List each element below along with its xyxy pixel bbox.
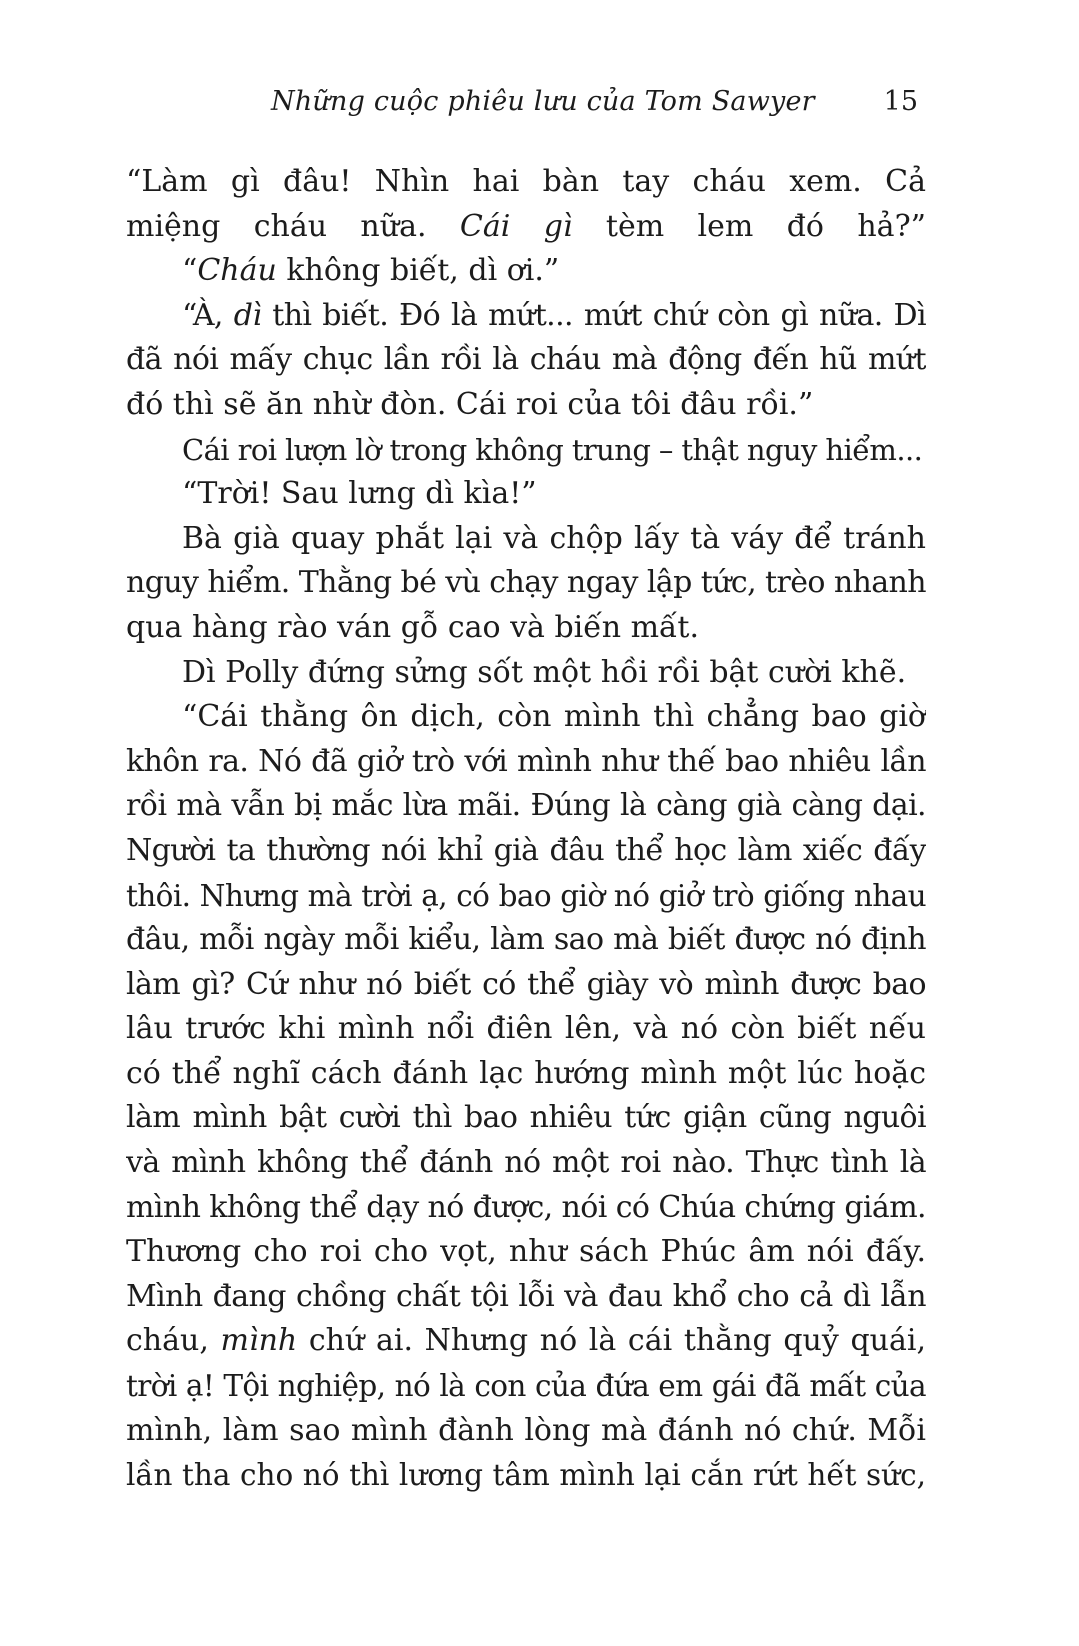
text-line [126,1319,926,1364]
text-line [126,1230,926,1275]
italic-run: dì [233,297,262,333]
text-run: đã nói mấy chục lần rồi là cháu mà động đến hũ mứt [126,342,926,378]
text-line [126,1052,926,1097]
text-run: lâu trước khi mình nổi điên lên, và nó còn biết nếu [126,1011,926,1047]
text-line [126,740,926,785]
text-line [126,205,926,250]
text-line [126,338,926,383]
text-run: khôn ra. Nó đã giở trò với mình như thế bao nhiêu lần [126,743,926,779]
text-run: chứ ai. Nhưng nó là cái thằng quỷ quái, [297,1323,926,1359]
text-run: không biết, dì ơi.” [276,253,560,289]
body-text [126,160,926,1498]
text-run: Bà già quay phắt lại và chộp lấy tà váy để tránh [182,520,926,556]
text-run: Mình đang chồng chất tội lỗi và đau khổ cho cả dì lẫn [126,1278,926,1314]
text-line [126,695,926,740]
text-run: “ [182,253,198,289]
text-run: Thương cho roi cho vọt, như sách Phúc âm nói đấy. [126,1234,926,1270]
text-line [126,1364,926,1409]
text-run: miệng cháu nữa. [126,208,460,244]
text-line [126,874,926,919]
text-run: “Trời! Sau lưng dì kìa!” [182,476,537,512]
text-line [126,1141,926,1186]
text-line [126,294,926,339]
text-run: Cái roi lượn lờ trong không trung – thật nguy hiểm... [182,432,923,467]
text-run: làm mình bật cười thì bao nhiêu tức giận cũng nguôi [126,1100,926,1136]
text-line [126,963,926,1008]
text-run: đâu, mỗi ngày mỗi kiểu, làm sao mà biết được nó định [126,922,926,958]
text-run: “À, [182,297,234,333]
text-run: “Cái thằng ôn dịch, còn mình thì chẳng bao giờ [182,699,926,735]
text-run: mình, làm sao mình đành lòng mà đánh nó chứ. Mỗi [126,1412,926,1448]
text-run: “Làm gì đâu! Nhìn hai bàn tay cháu xem. Cả [126,164,926,199]
text-run: tèm lem đó hả?” [572,208,926,244]
text-line [126,1007,926,1052]
text-line [126,1096,926,1141]
text-run: Người ta thường nói khỉ già đâu thể học làm xiếc đấy [126,832,926,868]
italic-run: Cái gì [459,208,573,244]
text-run: đó thì sẽ ăn nhừ đòn. Cái roi của tôi đâu rồi.” [126,386,814,422]
text-line [126,428,926,473]
italic-run: mình [220,1323,298,1359]
text-line [126,383,926,428]
text-run: thì biết. Đó là mứt... mứt chứ còn gì nữa. Dì [261,297,926,333]
text-line [126,918,926,963]
text-run: có thể nghĩ cách đánh lạc hướng mình một lúc hoặc [126,1055,926,1091]
page-number: 15 [883,86,918,117]
text-run: và mình không thể đánh nó một roi nào. Thực tình là [126,1145,926,1181]
text-run: thôi. Nhưng mà trời ạ, có bao giờ nó giở trò giống nhau [126,878,926,913]
text-run: rồi mà vẫn bị mắc lừa mãi. Đúng là càng già càng dại. [126,788,926,824]
text-line [126,249,926,294]
text-line [126,472,926,517]
text-run: cháu, [126,1323,221,1359]
text-line [126,606,926,651]
text-line [126,1453,926,1498]
text-run: qua hàng rào ván gỗ cao và biến mất. [126,609,700,645]
text-run: trời ạ! Tội nghiệp, nó là con của đứa em gái đã mất của [126,1369,926,1404]
text-line [126,784,926,829]
text-line [126,829,926,874]
text-run: nguy hiểm. Thằng bé vù chạy ngay lập tức, trèo nhanh [126,565,926,601]
page-header [126,86,926,130]
text-line [126,1186,926,1231]
running-title: Những cuộc phiêu lưu của Tom Sawyer [271,86,815,117]
text-run: lần tha cho nó thì lương tâm mình lại cắn rứt hết sức, [126,1458,926,1493]
italic-run: Cháu [197,253,277,289]
text-run: mình không thể dạy nó được, nói có Chúa chứng giám. [126,1189,926,1225]
text-line [126,651,926,696]
text-line [126,517,926,562]
text-line [126,561,926,606]
text-run: Dì Polly đứng sửng sốt một hồi rồi bật cười khẽ. [182,654,907,690]
text-run: làm gì? Cứ như nó biết có thể giày vò mình được bao [126,966,926,1002]
text-line [126,1409,926,1454]
text-line [126,1275,926,1320]
text-line [126,160,926,205]
